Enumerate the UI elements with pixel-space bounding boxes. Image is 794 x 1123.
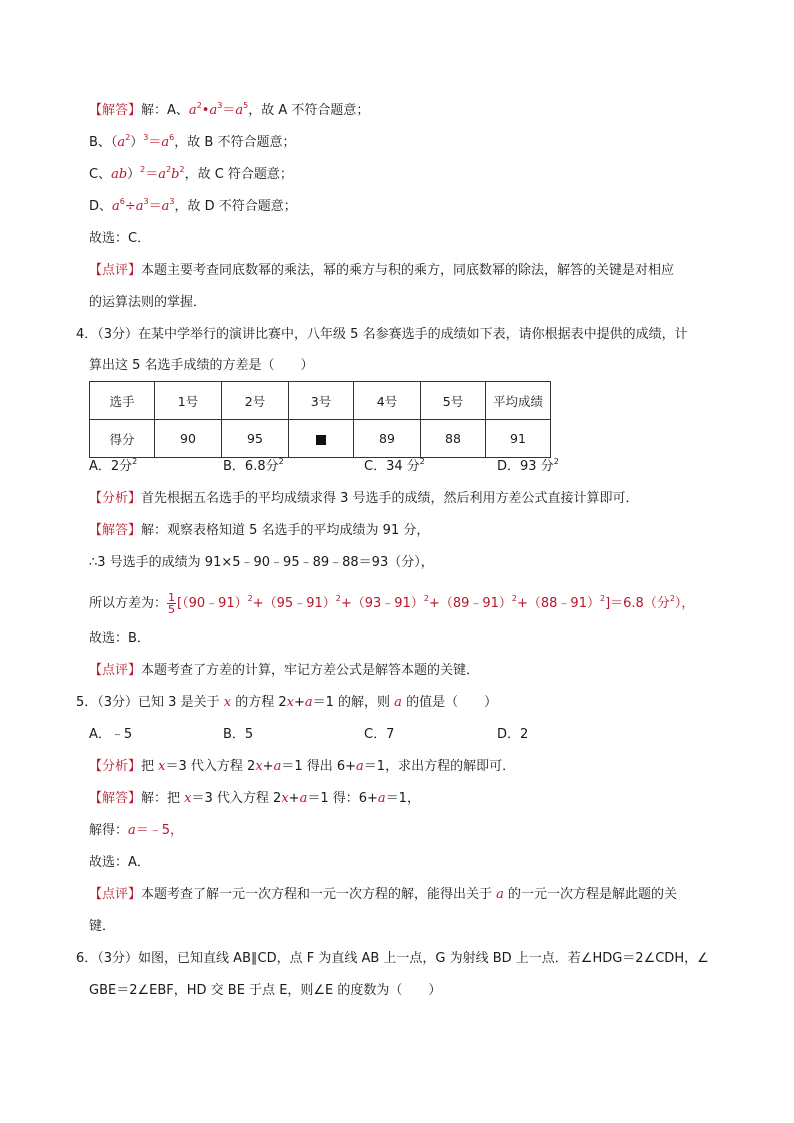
text: ＝1 的解，则: [312, 695, 395, 710]
text: 5．（3分）已知 3 是关于: [76, 695, 224, 710]
math-var: a: [304, 695, 313, 710]
math-var: a: [235, 103, 244, 118]
math-var: a: [128, 823, 136, 838]
exponent: 2: [166, 165, 172, 174]
exponent: 2: [140, 165, 146, 174]
table-header-row: [90, 382, 551, 420]
text: 本题考查了方差的计算，牢记方差公式是解答本题的关键．: [141, 663, 480, 678]
math-var: a: [158, 167, 167, 182]
table-cell-hidden: [289, 420, 354, 458]
text: 解：A、: [141, 103, 189, 118]
text: 本题主要考查同底数幂的乘法，幂的乘方与积的乘方，同底数幂的除法，解答的关键是对相应: [141, 263, 675, 278]
q5-comment-line2: 键．: [89, 919, 116, 934]
option-label: A．2分: [89, 459, 133, 474]
math-var: a: [394, 695, 402, 710]
comment-tag: 【点评】: [89, 263, 142, 278]
math-term: [（90﹣91）: [177, 596, 248, 611]
q5-option-b: B．5: [223, 727, 254, 742]
text: ，故 C 符合题意；: [184, 167, 293, 182]
table-header-cell: 3号: [289, 382, 354, 420]
q3-solution-line-a: [89, 102, 369, 120]
exponent: 2: [179, 165, 185, 174]
math-op: ＝: [148, 199, 162, 214]
q4-analysis: [89, 490, 639, 508]
option-label: B．6.8分: [223, 459, 279, 474]
math-term: ]＝6.8（分: [605, 596, 670, 611]
solution-tag: 【解答】: [89, 103, 142, 118]
text: +: [262, 759, 274, 774]
text: B、（: [89, 135, 118, 150]
q4-option-c: [364, 458, 425, 476]
exponent: 2: [132, 457, 138, 466]
text: ＝1，求出方程的解即可．: [363, 759, 516, 774]
text: 解：观察表格知道 5 名选手的平均成绩为 91 分，: [141, 523, 430, 538]
exponent: 6: [119, 197, 125, 206]
math-var: a: [209, 103, 218, 118]
math-op: ÷: [124, 199, 136, 214]
text: ＝1，: [385, 791, 420, 806]
text: ）: [130, 135, 144, 150]
text: ＝1 得出 6+: [281, 759, 357, 774]
math-var: x: [286, 695, 294, 710]
math-op: ＝: [148, 135, 162, 150]
q5-option-a: A．﹣5: [89, 727, 133, 742]
math-op: ＝: [145, 167, 159, 182]
exponent: 2: [196, 101, 202, 110]
q5-option-c: C．7: [364, 727, 395, 742]
table-header-cell: 2号: [222, 382, 289, 420]
q3-solution-line-c: [89, 166, 293, 184]
q4-solution-line1: [89, 522, 429, 540]
table-cell: 95: [222, 420, 289, 458]
fraction-numerator: 1: [168, 591, 176, 604]
math-term: +（88﹣91）: [517, 596, 600, 611]
analysis-tag: 【分析】: [89, 759, 142, 774]
math-var: a: [273, 759, 282, 774]
fraction: [167, 592, 176, 615]
q4-variance-line: [89, 592, 694, 615]
exponent: 3: [143, 133, 149, 142]
solution-tag: 【解答】: [89, 791, 142, 806]
solution-tag: 【解答】: [89, 523, 142, 538]
math-var: x: [223, 695, 232, 710]
q5-solution-line1: [89, 790, 420, 808]
math-var: a: [299, 791, 308, 806]
table-cell: 88: [421, 420, 486, 458]
exponent: 3: [169, 197, 175, 206]
math-var: ab: [111, 167, 128, 182]
math-var: a: [188, 103, 197, 118]
table-header-cell: 平均成绩: [486, 382, 551, 420]
exponent: 6: [169, 133, 175, 142]
math-term: ），: [674, 596, 695, 611]
score-table: [89, 381, 551, 458]
fraction-denominator: 5: [168, 603, 176, 616]
math-var: a: [135, 199, 144, 214]
table-cell: 89: [354, 420, 421, 458]
math-var: a: [356, 759, 364, 774]
exponent: 5: [243, 101, 249, 110]
math-var: x: [255, 759, 263, 774]
math-term: +（89﹣91）: [428, 596, 512, 611]
math-op: •: [201, 103, 210, 118]
math-var: x: [184, 791, 192, 806]
text: C、: [89, 167, 112, 182]
exponent: 2: [419, 457, 425, 466]
text: +: [288, 791, 300, 806]
q5-stem: [76, 694, 497, 712]
math-term: ＝﹣5，: [135, 823, 184, 838]
q5-comment-line1: [89, 886, 677, 904]
option-label: D．93 分: [497, 459, 554, 474]
exponent: 3: [143, 197, 149, 206]
table-header-cell: 5号: [421, 382, 486, 420]
math-var: a: [112, 199, 120, 214]
table-row-label: 得分: [90, 420, 155, 458]
text: 的方程 2: [231, 695, 287, 710]
exponent: 2: [247, 594, 253, 603]
text: ＝3 代入方程 2: [191, 791, 282, 806]
q5-analysis: [89, 758, 515, 776]
q3-solution-line-b: [89, 134, 295, 152]
text: 本题考查了解一元一次方程和一元一次方程的解，能得出关于: [141, 887, 497, 902]
math-var: a: [496, 887, 504, 902]
exponent: 2: [335, 594, 341, 603]
exponent: 3: [217, 101, 223, 110]
q6-stem-line1: 6．（3分）如图，已知直线 AB∥CD，点 F 为直线 AB 上一点，G 为射线 BD 上一点．若∠HDG＝2∠CDH，∠: [76, 951, 709, 966]
analysis-tag: 【分析】: [89, 491, 142, 506]
text: ，故 D 不符合题意；: [174, 199, 297, 214]
q5-solution-line2: [89, 822, 183, 840]
text: 所以方差为：: [89, 596, 168, 611]
q3-comment-line2: 的运算法则的掌握．: [89, 295, 207, 310]
math-var: x: [158, 759, 166, 774]
exponent: 2: [599, 594, 606, 603]
option-label: C．34 分: [364, 459, 420, 474]
q4-stem-line2: 算出这 5 名选手成绩的方差是（ ）: [89, 358, 314, 373]
exponent: 2: [278, 457, 284, 466]
math-var: x: [281, 791, 289, 806]
text: ，故 A 不符合题意；: [248, 103, 370, 118]
exponent: 2: [553, 457, 559, 466]
q3-solution-line-d: [89, 198, 297, 216]
text: 的值是（ ）: [401, 695, 498, 710]
exponent: 2: [423, 594, 429, 603]
q4-solution-line2: ∴3 号选手的成绩为 91×5﹣90﹣95﹣89﹣88＝93（分），: [89, 555, 434, 570]
q4-comment: [89, 662, 479, 680]
black-square-icon: [316, 435, 326, 445]
text: ，故 B 不符合题意；: [174, 135, 296, 150]
table-header-cell: 选手: [90, 382, 155, 420]
q4-option-b: [223, 458, 284, 476]
text: ＝1 得：6+: [307, 791, 378, 806]
math-var: a: [161, 199, 170, 214]
text: 解：把: [141, 791, 185, 806]
math-op: ＝: [222, 103, 236, 118]
table-header-cell: 1号: [155, 382, 222, 420]
text: 首先根据五名选手的平均成绩求得 3 号选手的成绩，然后利用方差公式直接计算即可．: [141, 491, 639, 506]
math-term: +（93﹣91）: [340, 596, 424, 611]
math-var: a: [161, 135, 170, 150]
text: 把: [141, 759, 159, 774]
math-var: a: [117, 135, 126, 150]
exponent: 2: [511, 594, 517, 603]
table-cell: 90: [155, 420, 222, 458]
q4-option-a: [89, 458, 137, 476]
table-cell: 91: [486, 420, 551, 458]
table-header-cell: 4号: [354, 382, 421, 420]
math-var: b: [171, 167, 180, 182]
q5-choose: 故选：A．: [89, 855, 150, 870]
text: 解得：: [89, 823, 129, 838]
comment-tag: 【点评】: [89, 887, 142, 902]
text: ）: [127, 167, 141, 182]
math-term: +（95﹣91）: [252, 596, 336, 611]
q6-stem-line2: GBE＝2∠EBF，HD 交 BE 于点 E，则∠E 的度数为（ ）: [89, 983, 442, 998]
q4-stem-line1: 4．（3分）在某中学举行的演讲比赛中，八年级 5 名参赛选手的成绩如下表，请你根据表中提供的成绩，计: [76, 327, 688, 342]
exponent: 2: [125, 133, 131, 142]
q3-comment-line1: [89, 262, 674, 280]
q5-option-d: D．2: [497, 727, 529, 742]
text: ＝3 代入方程 2: [165, 759, 256, 774]
table-row: [90, 420, 551, 458]
q4-choose: 故选：B．: [89, 631, 150, 646]
text: D、: [89, 199, 113, 214]
text: +: [293, 695, 305, 710]
text: 的一元一次方程是解此题的关: [503, 887, 678, 902]
comment-tag: 【点评】: [89, 663, 142, 678]
exponent: 2: [669, 594, 675, 603]
math-var: a: [377, 791, 386, 806]
q3-choose: 故选：C．: [89, 231, 151, 246]
q4-option-d: [497, 458, 559, 476]
